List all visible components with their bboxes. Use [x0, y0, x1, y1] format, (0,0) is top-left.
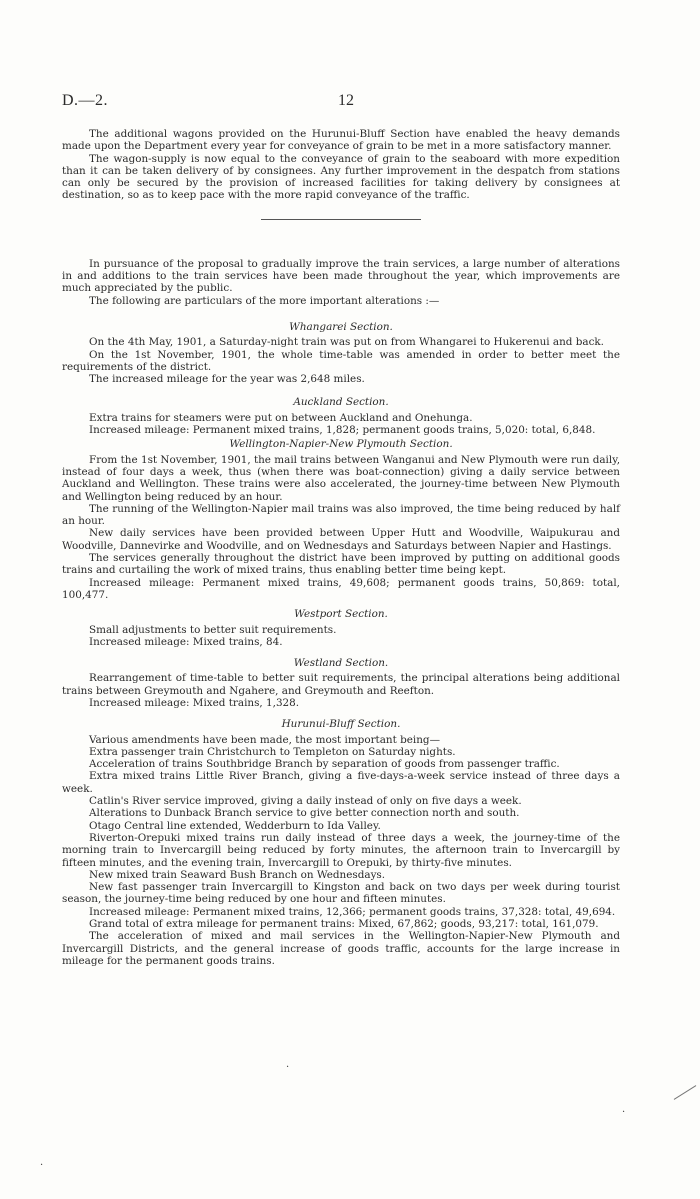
paragraph: Alterations to Dunback Branch service to give better connection north and south. — [89, 807, 520, 820]
section-divider — [261, 219, 421, 220]
paragraph: Increased mileage: Permanent mixed trains, 49,608; permanent goods trains, 50,869: total, 100,477. — [62, 576, 620, 601]
paragraph: The increased mileage for the year was 2,648 miles. — [89, 373, 365, 386]
paragraph: New mixed train Seaward Bush Branch on Wednesdays. — [89, 868, 386, 881]
paragraph: On the 1st November, 1901, the whole time-table was amended in order to better meet the requirements of the district. — [62, 348, 620, 373]
section-heading-auckland: Auckland Section. — [293, 396, 389, 409]
page-header — [62, 92, 618, 112]
paragraph: Extra trains for steamers were put on between Auckland and Onehunga. — [89, 411, 473, 424]
paragraph: Grand total of extra mileage for permanent trains: Mixed, 67,862; goods, 93,217: total, 161,079. — [89, 918, 599, 931]
pencil-stroke — [674, 1085, 697, 1100]
ink-speck: · — [286, 1062, 290, 1073]
paragraph: Otago Central line extended, Wedderburn to Ida Valley. — [89, 819, 381, 832]
paragraph: From the 1st November, 1901, the mail trains between Wanganui and New Plymouth were run daily, instead of four days a week, thus (when there was boat-connection) giving a daily service between Auckland and Wellington. These trains were also accelerated, the journey-time between New Plymouth and Wellington being reduced by an hour. — [62, 453, 620, 503]
paragraph: Rearrangement of time-table to better suit requirements, the principal alterations being additional trains between Greymouth and Ngahere, and Greymouth and Reefton. — [62, 672, 620, 697]
paragraph: Increased mileage: Permanent mixed trains, 12,366; permanent goods trains, 37,328: total, 49,694. — [89, 905, 616, 918]
paragraph: The acceleration of mixed and mail services in the Wellington-Napier-New Plymouth and Invercargill Districts, and the general increase of goods traffic, accounts for the large increase in mileage for the permanent goods trains. — [62, 930, 620, 967]
paragraph: In pursuance of the proposal to gradually improve the train services, a large number of alterations in and additions to the train services have been made throughout the year, which improvements are much appreciated by the public. — [62, 257, 620, 295]
section-heading-westland: Westland Section. — [293, 657, 389, 670]
paragraph: The following are particulars of the more important alterations :— — [89, 294, 440, 307]
paragraph: Increased mileage: Mixed trains, 84. — [89, 635, 283, 648]
paragraph: Riverton-Orepuki mixed trains run daily instead of three days a week, the journey-time of the morning train to Invercargill being reduced by forty minutes, the afternoon train to Invercargill by fifteen minutes, and the evening train, Invercargill to Orepuki, by thirty-five minutes. — [62, 831, 620, 869]
paragraph: The running of the Wellington-Napier mail trains was also improved, the time being reduced by half an hour. — [62, 502, 620, 528]
paragraph: Increased mileage: Permanent mixed trains, 1,828; permanent goods trains, 5,020: total, 6,848. — [89, 424, 596, 437]
section-heading-hurunui-bluff: Hurunui-Bluff Section. — [281, 718, 401, 731]
section-heading-westport: Westport Section. — [294, 608, 388, 621]
paragraph: The additional wagons provided on the Hurunui-Bluff Section have enabled the heavy demands made upon the Department every year for conveyance of grain to be met in a more satisfactory manner. — [62, 128, 620, 153]
paragraph: Increased mileage: Mixed trains, 1,328. — [89, 696, 300, 709]
paragraph: New fast passenger train Invercargill to Kingston and back on two days per week during tourist season, the journey-time being reduced by one hour and fifteen minutes. — [62, 881, 620, 906]
ink-speck: · — [622, 1107, 626, 1118]
section-heading-whangarei: Whangarei Section. — [289, 320, 393, 333]
paragraph: On the 4th May, 1901, a Saturday-night train was put on from Whangarei to Hukerenui and back. — [89, 336, 604, 349]
paragraph: Acceleration of trains Southbridge Branch by separation of goods from passenger traffic. — [89, 758, 560, 771]
paragraph: Extra mixed trains Little River Branch, giving a five-days-a-week service instead of three days a week. — [62, 770, 620, 795]
page-number: 12 — [338, 92, 354, 109]
section-heading-wellington: Wellington-Napier-New Plymouth Section. — [229, 438, 453, 451]
paragraph: The wagon-supply is now equal to the conveyance of grain to the seaboard with more expedition than it can be taken delivery of by consignees. Any further improvement in the despatch from stations can only be secured by the provision of increased facilities for taking delivery by consignees at destination, so as to keep pace with the more rapid conveyance of the traffic. — [62, 152, 620, 202]
paragraph: Catlin's River service improved, giving a daily instead of only on five days a week. — [89, 795, 522, 808]
document-reference: D.—2. — [62, 92, 109, 109]
paragraph: The services generally throughout the district have been improved by putting on additional goods trains and curtailing the work of mixed trains, thus enabling better time being kept. — [62, 552, 620, 577]
ink-speck: · — [40, 1160, 44, 1171]
paragraph: Various amendments have been made, the most important being— — [89, 733, 440, 746]
document-body — [62, 128, 620, 967]
paragraph: Extra passenger train Christchurch to Templeton on Saturday nights. — [89, 745, 456, 758]
paragraph: New daily services have been provided between Upper Hutt and Woodville, Waipukurau and Woodville, Dannevirke and Woodville, and on Wednesdays and Saturdays between Napier and Hastings. — [62, 527, 620, 552]
paragraph: Small adjustments to better suit requirements. — [89, 623, 337, 636]
